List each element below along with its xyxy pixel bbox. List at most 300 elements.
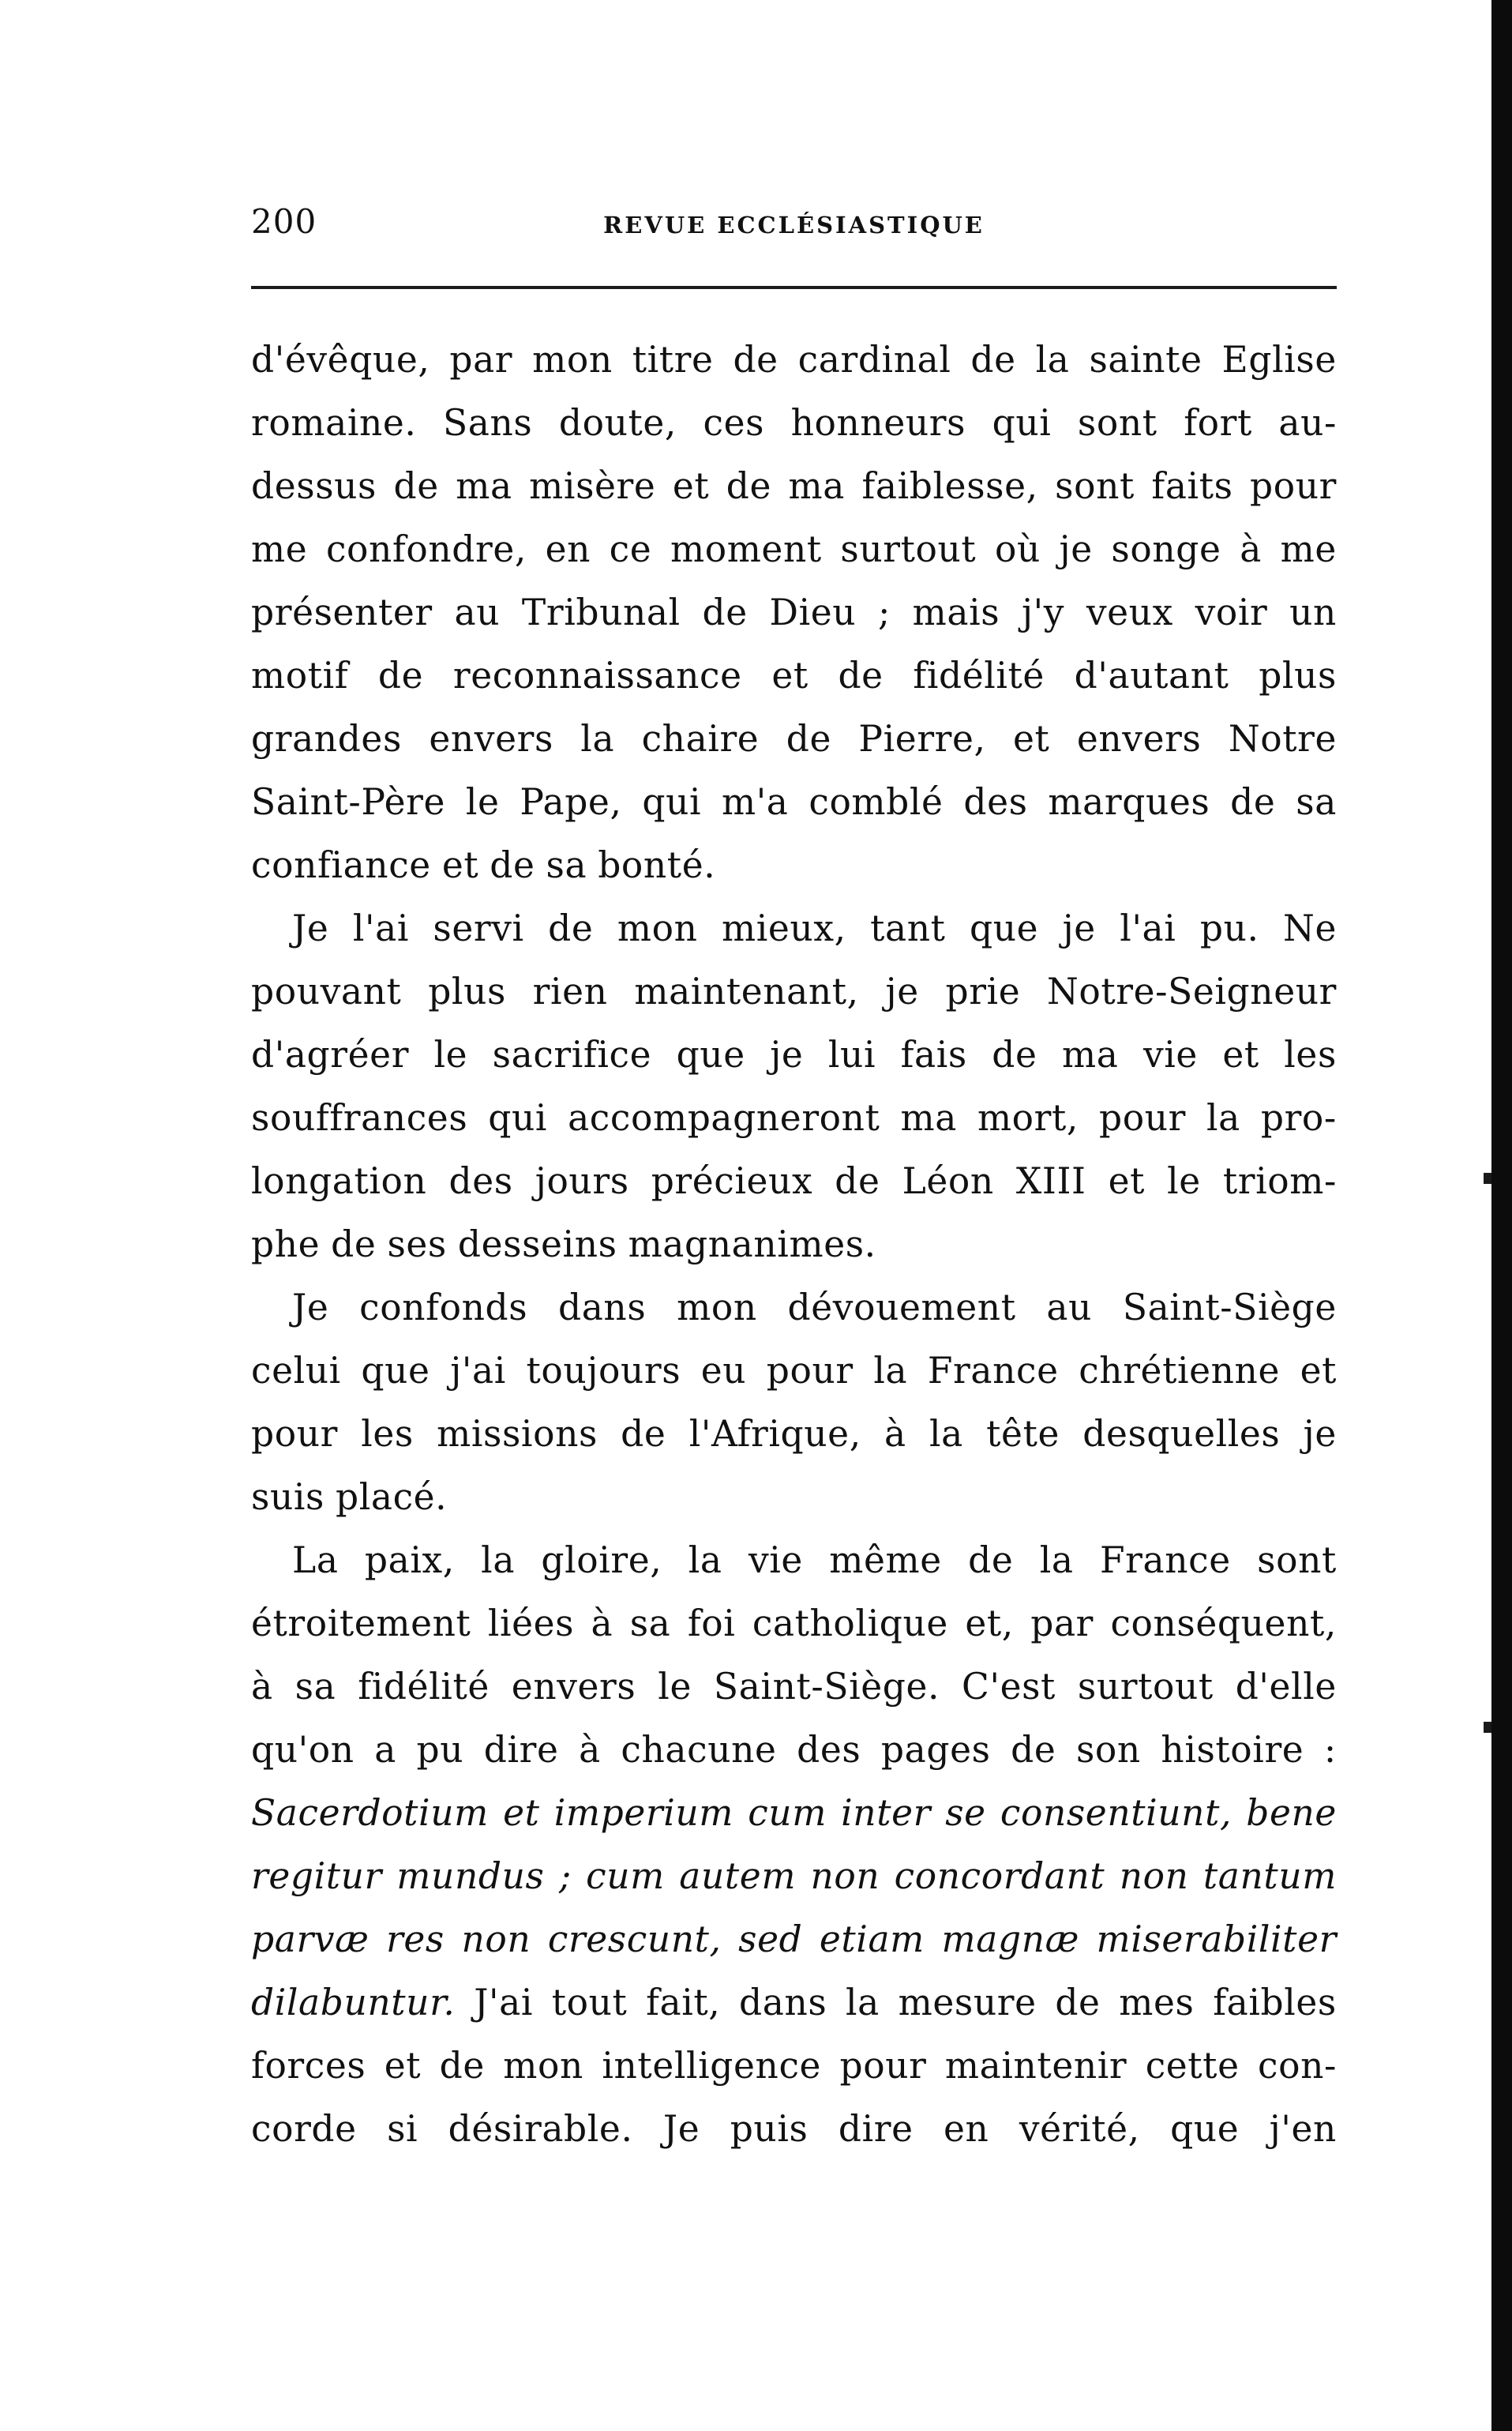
word: songe — [1111, 528, 1221, 570]
word: la — [929, 1413, 963, 1455]
word: Eglise — [1221, 339, 1337, 381]
word: d'évêque, — [251, 339, 430, 381]
word: servi — [433, 907, 524, 949]
word: que — [1170, 2108, 1240, 2150]
word: honneurs — [790, 402, 966, 444]
word: ses — [387, 1223, 447, 1265]
text-line — [251, 771, 1337, 834]
word: et — [1108, 1160, 1146, 1202]
word: j'y — [1021, 592, 1065, 633]
text-line — [251, 1908, 1337, 1971]
word: pro- — [1260, 1097, 1337, 1139]
word: un — [1289, 592, 1337, 633]
word: a — [374, 1729, 396, 1771]
book-page — [251, 197, 1337, 2161]
word: cum — [586, 1855, 665, 1897]
word: même — [829, 1539, 942, 1581]
text-line — [251, 1782, 1337, 1845]
word: de — [377, 655, 424, 697]
word: tête — [986, 1413, 1060, 1455]
text-line — [251, 2098, 1337, 2161]
word: cardinal — [797, 339, 951, 381]
word: et — [771, 655, 809, 697]
word: maintenant, — [634, 971, 859, 1013]
text-line — [251, 834, 1337, 897]
word: tant — [870, 907, 946, 949]
word: sont — [1077, 402, 1157, 444]
word: triom- — [1222, 1160, 1337, 1202]
word: toujours — [526, 1350, 681, 1392]
word: sa — [1296, 781, 1337, 823]
word: romaine. — [251, 402, 417, 444]
word: plus — [428, 971, 506, 1013]
word: intelligence — [602, 2045, 822, 2087]
word: mundus — [396, 1855, 545, 1897]
word: inter — [841, 1792, 931, 1834]
word: pu. — [1199, 907, 1259, 949]
word: de — [970, 339, 1016, 381]
word: et — [672, 465, 710, 507]
word: à — [579, 1729, 601, 1771]
word: parvæ — [251, 1918, 370, 1960]
word: regitur — [251, 1855, 382, 1897]
word: dire — [483, 1729, 559, 1771]
word: ce — [609, 528, 652, 570]
word: l'Afrique, — [688, 1413, 861, 1455]
word: missions — [437, 1413, 598, 1455]
word: que — [676, 1034, 745, 1076]
word: à — [591, 1603, 613, 1644]
word: surtout — [840, 528, 977, 570]
word: paix, — [364, 1539, 455, 1581]
scan-edge-bar — [1491, 0, 1512, 2431]
word: fort — [1184, 402, 1252, 444]
word: la — [1039, 1539, 1074, 1581]
word: concordant — [894, 1855, 1105, 1897]
word: me — [1280, 528, 1337, 570]
word: dans — [557, 1287, 647, 1328]
word: qui — [488, 1097, 548, 1139]
word: le — [433, 1034, 468, 1076]
word: eu — [700, 1350, 747, 1392]
word: je — [1059, 528, 1093, 570]
word: faiblesse, — [861, 465, 1038, 507]
word: Léon — [902, 1160, 994, 1202]
word: m'a — [721, 781, 789, 823]
word: pour — [766, 1350, 854, 1392]
word: desseins — [457, 1223, 617, 1265]
word: Saint-Père — [251, 781, 445, 823]
word: Notre — [1228, 718, 1337, 760]
word: mon — [677, 1287, 757, 1328]
word: Je — [292, 1287, 329, 1328]
word: dévouement — [787, 1287, 1016, 1328]
word: au — [1046, 1287, 1093, 1328]
word: le — [658, 1666, 692, 1708]
word: l'ai — [1120, 907, 1176, 949]
word: tantum — [1202, 1855, 1337, 1897]
word: mon — [532, 339, 613, 381]
text-line — [251, 1213, 1337, 1276]
text-line — [251, 1276, 1337, 1339]
word: fait, — [646, 1982, 721, 2023]
word: puis — [730, 2108, 809, 2150]
word: les — [1284, 1034, 1337, 1076]
word: de — [702, 592, 748, 633]
word: de — [1055, 1982, 1101, 2023]
word: pour — [1250, 465, 1337, 507]
text-line — [251, 1403, 1337, 1466]
word: les — [361, 1413, 414, 1455]
word: conséquent, — [1110, 1603, 1337, 1644]
word: je — [770, 1034, 804, 1076]
word: tout — [551, 1982, 628, 2023]
word: des — [448, 1160, 513, 1202]
word: sont — [1055, 465, 1135, 507]
word: ; — [877, 592, 891, 633]
word: reconnaissance — [452, 655, 742, 697]
word: bonté. — [598, 844, 716, 886]
word: et — [1300, 1350, 1337, 1392]
word: j'ai — [450, 1350, 506, 1392]
text-line — [251, 1339, 1337, 1403]
word: souffrances — [251, 1097, 468, 1139]
word: forces — [251, 2045, 366, 2087]
word: Dieu — [769, 592, 857, 633]
word: à — [884, 1413, 906, 1455]
word: autem — [679, 1855, 797, 1897]
word: pour — [839, 2045, 927, 2087]
word: non — [461, 1918, 531, 1960]
word: La — [292, 1539, 339, 1581]
word: C'est — [962, 1666, 1056, 1708]
word: que — [969, 907, 1039, 949]
word: France — [1100, 1539, 1231, 1581]
word: Sacerdotium — [251, 1792, 489, 1834]
text-line — [251, 1592, 1337, 1655]
word: vie — [748, 1539, 803, 1581]
word: des — [797, 1729, 861, 1771]
word: d'agréer — [251, 1034, 410, 1076]
word: faibles — [1213, 1982, 1337, 2023]
word: ma — [900, 1097, 957, 1139]
word: et — [1222, 1034, 1259, 1076]
word: la — [1206, 1097, 1240, 1139]
word: celui — [251, 1350, 341, 1392]
word: la — [481, 1539, 516, 1581]
word: placé. — [335, 1476, 448, 1518]
word: de — [439, 2045, 485, 2087]
word: de — [490, 844, 535, 886]
text-line — [251, 392, 1337, 455]
word: de — [1230, 781, 1276, 823]
word: titre — [632, 339, 714, 381]
word: présenter — [251, 592, 433, 633]
word: fidélité — [913, 655, 1045, 697]
text-line — [251, 1971, 1337, 2035]
word: de — [621, 1413, 666, 1455]
word: ma — [456, 465, 512, 507]
word: chacune — [621, 1729, 777, 1771]
text-line — [251, 2035, 1337, 2098]
word: son — [1075, 1729, 1141, 1771]
word: non — [1119, 1855, 1189, 1897]
word: plus — [1259, 655, 1337, 697]
word: XIII — [1015, 1160, 1086, 1202]
word: fais — [900, 1034, 967, 1076]
word: doute, — [558, 402, 677, 444]
word: longation — [251, 1160, 427, 1202]
word: qui — [642, 781, 702, 823]
text-line — [251, 518, 1337, 581]
word: gloire, — [541, 1539, 662, 1581]
word: de — [992, 1034, 1037, 1076]
text-line — [251, 455, 1337, 518]
word: confiance — [251, 844, 431, 886]
word: sont — [1257, 1539, 1337, 1581]
word: liées — [487, 1603, 575, 1644]
word: grandes — [251, 718, 402, 760]
word: J'ai — [474, 1982, 534, 2023]
word: mort, — [977, 1097, 1079, 1139]
word: rien — [532, 971, 608, 1013]
word: confondre, — [325, 528, 527, 570]
running-title: REVUE ECCLÉSIASTIQUE — [603, 212, 985, 239]
word: à — [1240, 528, 1262, 570]
word: Notre-Seigneur — [1046, 971, 1337, 1013]
word: miserabiliter — [1096, 1918, 1337, 1960]
word: mes — [1119, 1982, 1195, 2023]
word: j'en — [1269, 2108, 1337, 2150]
word: cette — [1145, 2045, 1240, 2087]
word: et — [1013, 718, 1050, 760]
word: suis — [251, 1476, 325, 1518]
word: la — [873, 1350, 908, 1392]
word: ces — [703, 402, 765, 444]
word: ma — [788, 465, 846, 507]
word: phe — [251, 1223, 321, 1265]
word: Je — [292, 907, 329, 949]
word: comblé — [809, 781, 944, 823]
word: dire — [838, 2108, 914, 2150]
word: vérité, — [1019, 2108, 1140, 2150]
scan-edge-mark — [1484, 1173, 1491, 1184]
word: mon — [503, 2045, 583, 2087]
word: sa — [546, 844, 587, 886]
word: dilabuntur. — [251, 1982, 456, 2023]
text-line — [251, 960, 1337, 1024]
word: chaire — [641, 718, 760, 760]
word: en — [944, 2108, 989, 2150]
word: Saint-Siège. — [713, 1666, 940, 1708]
word: etiam — [819, 1918, 925, 1960]
word: que — [361, 1350, 430, 1392]
word: mieux, — [722, 907, 846, 949]
word: Pierre, — [858, 718, 986, 760]
word: en — [545, 528, 591, 570]
word: qu'on — [251, 1729, 355, 1771]
word: mais — [912, 592, 1000, 633]
word: l'ai — [352, 907, 409, 949]
text-line — [251, 644, 1337, 708]
word: le — [465, 781, 500, 823]
text-line — [251, 1529, 1337, 1592]
word: envers — [511, 1666, 636, 1708]
word: la — [688, 1539, 722, 1581]
word: se — [945, 1792, 986, 1834]
word: imperium — [553, 1792, 734, 1834]
word: Je — [662, 2108, 700, 2150]
word: pour — [251, 1413, 338, 1455]
word: de — [1011, 1729, 1056, 1771]
word: désirable. — [448, 2108, 633, 2150]
word: par — [1030, 1603, 1094, 1644]
scan-edge-mark — [1484, 1722, 1491, 1733]
word: chrétienne — [1079, 1350, 1280, 1392]
word: mesure — [898, 1982, 1037, 2023]
text-line — [251, 329, 1337, 392]
word: ma — [1062, 1034, 1119, 1076]
word: Ne — [1283, 907, 1337, 949]
word: sainte — [1089, 339, 1202, 381]
word: de — [331, 1223, 377, 1265]
word: de — [838, 655, 884, 697]
word: par — [449, 339, 513, 381]
word: Tribunal — [521, 592, 681, 633]
word: envers — [429, 718, 553, 760]
word: de — [835, 1160, 880, 1202]
word: des — [963, 781, 1028, 823]
text-line — [251, 581, 1337, 644]
word: foi — [687, 1603, 736, 1644]
text-line — [251, 1466, 1337, 1529]
text-line — [251, 1845, 1337, 1908]
word: catholique — [752, 1603, 948, 1644]
word: maintenir — [944, 2045, 1127, 2087]
word: histoire — [1161, 1729, 1304, 1771]
word: à — [251, 1666, 273, 1708]
word: prie — [945, 971, 1021, 1013]
word: vie — [1142, 1034, 1198, 1076]
word: lui — [827, 1034, 876, 1076]
word: dessus — [251, 465, 377, 507]
word: et — [503, 1792, 540, 1834]
word: moment — [670, 528, 822, 570]
word: de — [786, 718, 832, 760]
word: de — [726, 465, 772, 507]
word: dans — [739, 1982, 827, 2023]
word: et — [441, 844, 479, 886]
word: misère — [529, 465, 656, 507]
word: qui — [992, 402, 1052, 444]
word: surtout — [1077, 1666, 1214, 1708]
word: jours — [535, 1160, 629, 1202]
word: je — [885, 971, 919, 1013]
word: me — [251, 528, 308, 570]
word: cum — [748, 1792, 827, 1834]
word: sa — [629, 1603, 671, 1644]
word: magnæ — [941, 1918, 1079, 1960]
word: la — [580, 718, 615, 760]
text-line — [251, 708, 1337, 771]
word: motif — [251, 655, 349, 697]
word: bene — [1246, 1792, 1337, 1834]
word: précieux — [651, 1160, 813, 1202]
word: au- — [1278, 402, 1337, 444]
word: de — [733, 339, 779, 381]
word: ; — [558, 1855, 572, 1897]
text-line — [251, 1655, 1337, 1719]
word: non — [810, 1855, 880, 1897]
word: faits — [1151, 465, 1233, 507]
word: au — [454, 592, 501, 633]
word: envers — [1076, 718, 1202, 760]
word: consentiunt, — [1000, 1792, 1232, 1834]
text-line — [251, 1719, 1337, 1782]
word: corde — [251, 2108, 357, 2150]
word: veux — [1086, 592, 1173, 633]
word: où — [994, 528, 1041, 570]
word: de — [393, 465, 439, 507]
word: Sans — [443, 402, 533, 444]
word: pouvant — [251, 971, 402, 1013]
text-line — [251, 1024, 1337, 1087]
word: voir — [1195, 592, 1268, 633]
text-line — [251, 1087, 1337, 1150]
body-text — [251, 329, 1337, 2161]
word: pu — [416, 1729, 464, 1771]
word: confonds — [359, 1287, 528, 1328]
word: desquelles — [1082, 1413, 1281, 1455]
word: crescunt, — [547, 1918, 722, 1960]
word: sed — [738, 1918, 803, 1960]
word: res — [386, 1918, 445, 1960]
word: magnanimes. — [628, 1223, 876, 1265]
word: d'autant — [1074, 655, 1229, 697]
page-header — [251, 197, 1337, 253]
word: France — [927, 1350, 1059, 1392]
word: je — [1303, 1413, 1337, 1455]
word: mon — [617, 907, 698, 949]
word: je — [1062, 907, 1096, 949]
word: si — [387, 2108, 418, 2150]
word: d'elle — [1235, 1666, 1337, 1708]
word: fidélité — [358, 1666, 490, 1708]
word: pour — [1098, 1097, 1186, 1139]
word: la — [846, 1982, 880, 2023]
word: la — [1035, 339, 1070, 381]
page-number: 200 — [251, 202, 317, 241]
text-line — [251, 1150, 1337, 1213]
word: : — [1323, 1729, 1337, 1771]
text-line — [251, 897, 1337, 960]
word: et, — [965, 1603, 1014, 1644]
word: marques — [1048, 781, 1210, 823]
word: de — [548, 907, 594, 949]
word: sacrifice — [492, 1034, 652, 1076]
word: Saint-Siège — [1122, 1287, 1337, 1328]
word: Pape, — [520, 781, 622, 823]
word: con- — [1258, 2045, 1337, 2087]
word: de — [968, 1539, 1014, 1581]
word: le — [1167, 1160, 1201, 1202]
word: et — [384, 2045, 422, 2087]
word: accompagneront — [568, 1097, 880, 1139]
word: sa — [295, 1666, 336, 1708]
word: étroitement — [251, 1603, 471, 1644]
header-rule — [251, 286, 1337, 289]
word: pages — [880, 1729, 991, 1771]
